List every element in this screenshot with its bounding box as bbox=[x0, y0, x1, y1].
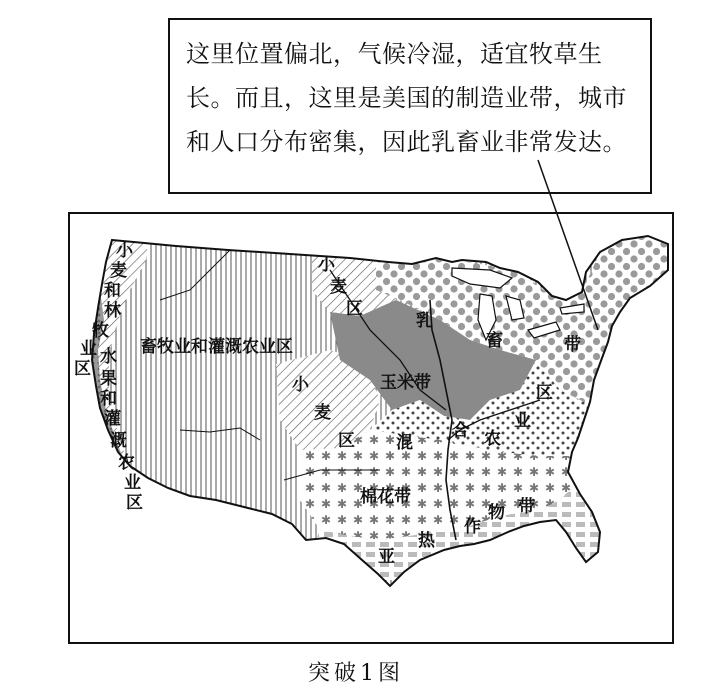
svg-text:小: 小 bbox=[318, 255, 335, 275]
svg-text:区: 区 bbox=[346, 299, 363, 319]
svg-text:区: 区 bbox=[338, 431, 355, 451]
svg-text:区: 区 bbox=[74, 359, 91, 379]
label-ranching: 畜牧业和灌溉农业区 bbox=[140, 337, 293, 357]
svg-text:亚: 亚 bbox=[378, 547, 395, 567]
svg-text:带: 带 bbox=[518, 497, 535, 517]
figure-caption: 突破1图 bbox=[308, 661, 404, 686]
svg-text:业: 业 bbox=[124, 473, 141, 493]
svg-text:麦: 麦 bbox=[330, 277, 347, 297]
svg-text:麦: 麦 bbox=[314, 403, 331, 423]
region-fills bbox=[60, 220, 680, 640]
svg-text:带: 带 bbox=[564, 335, 581, 355]
svg-text:小: 小 bbox=[116, 241, 133, 261]
svg-text:农: 农 bbox=[118, 453, 135, 473]
svg-text:乳: 乳 bbox=[416, 311, 433, 331]
svg-text:热: 热 bbox=[418, 531, 435, 551]
svg-text:灌: 灌 bbox=[104, 409, 121, 429]
svg-text:水: 水 bbox=[100, 347, 117, 367]
svg-text:合: 合 bbox=[452, 421, 469, 441]
annotation-line: 和人口分布密集，因此乳畜业非常发达。 bbox=[186, 128, 627, 156]
svg-text:业: 业 bbox=[80, 339, 97, 359]
svg-text:麦: 麦 bbox=[110, 261, 127, 281]
svg-text:业: 业 bbox=[514, 411, 531, 431]
svg-text:和: 和 bbox=[100, 389, 117, 409]
annotation-line: 这里位置偏北，气候冷湿，适宜牧草生 bbox=[186, 40, 603, 68]
svg-text:区: 区 bbox=[536, 383, 553, 403]
svg-text:果: 果 bbox=[100, 369, 117, 389]
svg-text:和: 和 bbox=[104, 281, 121, 301]
svg-text:混: 混 bbox=[396, 433, 413, 453]
label-corn-belt: 玉米带 bbox=[380, 373, 431, 393]
svg-text:农: 农 bbox=[484, 429, 501, 449]
svg-text:牧: 牧 bbox=[92, 321, 109, 341]
svg-text:林: 林 bbox=[104, 301, 121, 321]
svg-text:溉: 溉 bbox=[110, 431, 127, 451]
annotation-line: 长。而且，这里是美国的制造业带，城市 bbox=[186, 84, 627, 112]
svg-text:物: 物 bbox=[488, 503, 505, 523]
svg-text:畜: 畜 bbox=[486, 331, 503, 351]
label-cotton-belt: 棉花带 bbox=[360, 487, 411, 507]
svg-text:小: 小 bbox=[292, 375, 309, 395]
svg-text:作: 作 bbox=[464, 517, 481, 537]
svg-text:区: 区 bbox=[126, 493, 143, 513]
